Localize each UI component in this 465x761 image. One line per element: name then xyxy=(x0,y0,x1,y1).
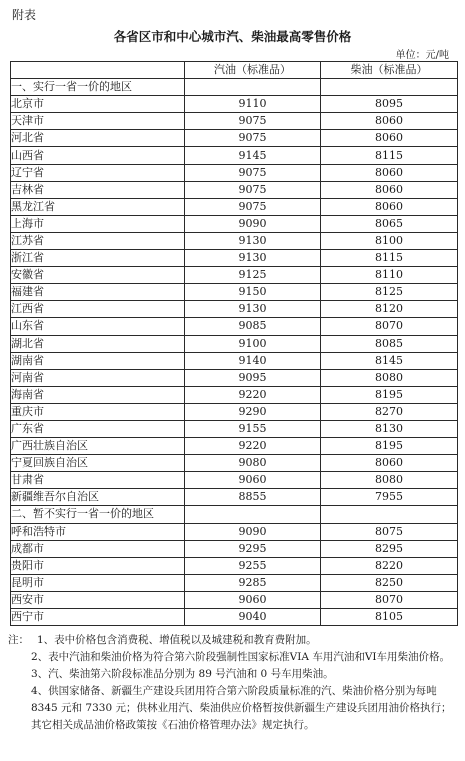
unit-label: 单位：元/吨 xyxy=(395,50,449,61)
table-row xyxy=(11,181,458,198)
table-row xyxy=(11,438,458,455)
table-row xyxy=(11,250,458,267)
diesel-price-cell: 8080 xyxy=(321,472,458,489)
gasoline-price-cell: 9130 xyxy=(185,301,321,318)
diesel-price-cell: 8085 xyxy=(321,335,458,352)
diesel-price-cell: 8060 xyxy=(321,198,458,215)
gasoline-price-cell: 9150 xyxy=(185,284,321,301)
gasoline-price-cell: 9130 xyxy=(185,232,321,249)
region-cell: 西安市 xyxy=(11,591,185,608)
gasoline-price-cell: 9040 xyxy=(185,609,321,626)
region-cell: 呼和浩特市 xyxy=(11,523,185,540)
diesel-price-cell: 8095 xyxy=(321,96,458,113)
gasoline-price-cell: 9285 xyxy=(185,574,321,591)
table-row xyxy=(11,318,458,335)
table-row xyxy=(11,232,458,249)
note-4: 4、供国家储备、新疆生产建设兵团用符合第六阶段质量标准的汽、柴油价格分别为每吨 8345 元和 7330 元；供林业用汽、柴油供应价格暂按供新疆生产建设兵团用油价格执行；其它相关成品油价格政策按《石油价格管理办法》规定执行。 xyxy=(31,685,452,731)
table-row xyxy=(11,403,458,420)
region-cell: 河北省 xyxy=(11,130,185,147)
table-row xyxy=(11,147,458,164)
gasoline-price-cell: 9125 xyxy=(185,267,321,284)
gasoline-price-cell: 9145 xyxy=(185,147,321,164)
section-blank-cell xyxy=(185,506,321,523)
note-1-text: 1、表中价格包含消费税、增值税以及城建税和教育费附加。 xyxy=(37,634,317,646)
section-label: 二、暂不实行一省一价的地区 xyxy=(11,506,185,523)
section-label: 一、实行一省一价的地区 xyxy=(11,79,185,96)
diesel-price-cell: 8130 xyxy=(321,420,458,437)
table-row xyxy=(11,420,458,437)
diesel-price-cell: 8115 xyxy=(321,147,458,164)
region-cell: 海南省 xyxy=(11,386,185,403)
diesel-price-cell: 8110 xyxy=(321,267,458,284)
gasoline-price-cell: 9075 xyxy=(185,164,321,181)
diesel-price-cell: 8115 xyxy=(321,250,458,267)
gasoline-price-cell: 8855 xyxy=(185,489,321,506)
gasoline-price-cell: 9140 xyxy=(185,352,321,369)
table-row xyxy=(11,164,458,181)
gasoline-price-cell: 9130 xyxy=(185,250,321,267)
table-row xyxy=(11,215,458,232)
table-row xyxy=(11,284,458,301)
gasoline-price-cell: 9060 xyxy=(185,472,321,489)
diesel-price-cell: 8105 xyxy=(321,609,458,626)
gasoline-price-cell: 9090 xyxy=(185,215,321,232)
section-row xyxy=(11,79,458,96)
notes xyxy=(8,632,460,734)
diesel-price-cell: 8065 xyxy=(321,215,458,232)
region-cell: 吉林省 xyxy=(11,181,185,198)
diesel-price-cell: 8295 xyxy=(321,540,458,557)
table-row xyxy=(11,267,458,284)
table-row xyxy=(11,198,458,215)
region-cell: 天津市 xyxy=(11,113,185,130)
region-cell: 重庆市 xyxy=(11,403,185,420)
region-cell: 安徽省 xyxy=(11,267,185,284)
diesel-price-cell: 8060 xyxy=(321,181,458,198)
table-row xyxy=(11,591,458,608)
table-row xyxy=(11,301,458,318)
region-cell: 宁夏回族自治区 xyxy=(11,455,185,472)
diesel-price-cell: 8250 xyxy=(321,574,458,591)
table-row xyxy=(11,609,458,626)
region-cell: 湖北省 xyxy=(11,335,185,352)
region-cell: 河南省 xyxy=(11,369,185,386)
region-cell: 黑龙江省 xyxy=(11,198,185,215)
region-cell: 江苏省 xyxy=(11,232,185,249)
appendix-label: 附表 xyxy=(12,8,37,22)
diesel-price-cell: 8070 xyxy=(321,591,458,608)
gasoline-price-cell: 9080 xyxy=(185,455,321,472)
region-cell: 贵阳市 xyxy=(11,557,185,574)
gasoline-price-cell: 9220 xyxy=(185,438,321,455)
table-row xyxy=(11,113,458,130)
gasoline-price-cell: 9290 xyxy=(185,403,321,420)
table-row xyxy=(11,96,458,113)
diesel-price-cell: 8220 xyxy=(321,557,458,574)
diesel-price-cell: 8145 xyxy=(321,352,458,369)
gasoline-price-cell: 9075 xyxy=(185,113,321,130)
diesel-price-cell: 8100 xyxy=(321,232,458,249)
region-cell: 辽宁省 xyxy=(11,164,185,181)
gasoline-price-cell: 9100 xyxy=(185,335,321,352)
table-row xyxy=(11,540,458,557)
gasoline-price-cell: 9090 xyxy=(185,523,321,540)
note-1 xyxy=(8,632,460,649)
region-cell: 广东省 xyxy=(11,420,185,437)
price-table xyxy=(10,61,458,626)
diesel-price-cell: 8120 xyxy=(321,301,458,318)
section-blank-cell xyxy=(321,506,458,523)
gasoline-price-cell: 9220 xyxy=(185,386,321,403)
gasoline-price-cell: 9075 xyxy=(185,181,321,198)
diesel-price-cell: 8070 xyxy=(321,318,458,335)
price-table-body xyxy=(11,62,458,626)
region-cell: 西宁市 xyxy=(11,609,185,626)
region-cell: 浙江省 xyxy=(11,250,185,267)
table-row xyxy=(11,369,458,386)
notes-label: 注： xyxy=(8,634,29,646)
note-3: 3、汽、柴油第六阶段标准品分别为 89 号汽油和 0 号车用柴油。 xyxy=(31,668,334,680)
page-title: 各省区市和中心城市汽、柴油最高零售价格 xyxy=(113,29,352,44)
gasoline-price-cell: 9255 xyxy=(185,557,321,574)
region-cell: 新疆维吾尔自治区 xyxy=(11,489,185,506)
section-blank-cell xyxy=(185,79,321,96)
section-row xyxy=(11,506,458,523)
diesel-price-cell: 8060 xyxy=(321,455,458,472)
region-cell: 上海市 xyxy=(11,215,185,232)
gasoline-price-cell: 9085 xyxy=(185,318,321,335)
region-cell: 成都市 xyxy=(11,540,185,557)
table-row xyxy=(11,455,458,472)
region-cell: 湖南省 xyxy=(11,352,185,369)
table-row xyxy=(11,352,458,369)
diesel-price-cell: 8125 xyxy=(321,284,458,301)
diesel-price-cell: 8060 xyxy=(321,164,458,181)
section-blank-cell xyxy=(321,79,458,96)
diesel-header: 柴油（标准品） xyxy=(321,62,458,79)
region-cell: 江西省 xyxy=(11,301,185,318)
gasoline-header: 汽油（标准品） xyxy=(185,62,321,79)
table-row xyxy=(11,386,458,403)
region-cell: 山东省 xyxy=(11,318,185,335)
note-2: 2、表中汽油和柴油价格为符合第六阶段强制性国家标准VIA 车用汽油和VI车用柴油价格。 xyxy=(31,651,451,663)
region-cell: 北京市 xyxy=(11,96,185,113)
table-row xyxy=(11,335,458,352)
region-cell: 福建省 xyxy=(11,284,185,301)
table-row xyxy=(11,130,458,147)
diesel-price-cell: 8075 xyxy=(321,523,458,540)
region-cell: 甘肃省 xyxy=(11,472,185,489)
table-row xyxy=(11,489,458,506)
region-cell: 昆明市 xyxy=(11,574,185,591)
table-row xyxy=(11,557,458,574)
gasoline-price-cell: 9155 xyxy=(185,420,321,437)
diesel-price-cell: 8060 xyxy=(321,113,458,130)
region-cell: 广西壮族自治区 xyxy=(11,438,185,455)
gasoline-price-cell: 9095 xyxy=(185,369,321,386)
diesel-price-cell: 8060 xyxy=(321,130,458,147)
header-row xyxy=(11,62,458,79)
gasoline-price-cell: 9295 xyxy=(185,540,321,557)
table-row xyxy=(11,472,458,489)
table-row xyxy=(11,523,458,540)
table-row xyxy=(11,574,458,591)
gasoline-price-cell: 9110 xyxy=(185,96,321,113)
region-cell: 山西省 xyxy=(11,147,185,164)
gasoline-price-cell: 9075 xyxy=(185,130,321,147)
diesel-price-cell: 8270 xyxy=(321,403,458,420)
diesel-price-cell: 8195 xyxy=(321,386,458,403)
header-blank-cell xyxy=(11,62,185,79)
diesel-price-cell: 8080 xyxy=(321,369,458,386)
diesel-price-cell: 8195 xyxy=(321,438,458,455)
diesel-price-cell: 7955 xyxy=(321,489,458,506)
gasoline-price-cell: 9075 xyxy=(185,198,321,215)
gasoline-price-cell: 9060 xyxy=(185,591,321,608)
